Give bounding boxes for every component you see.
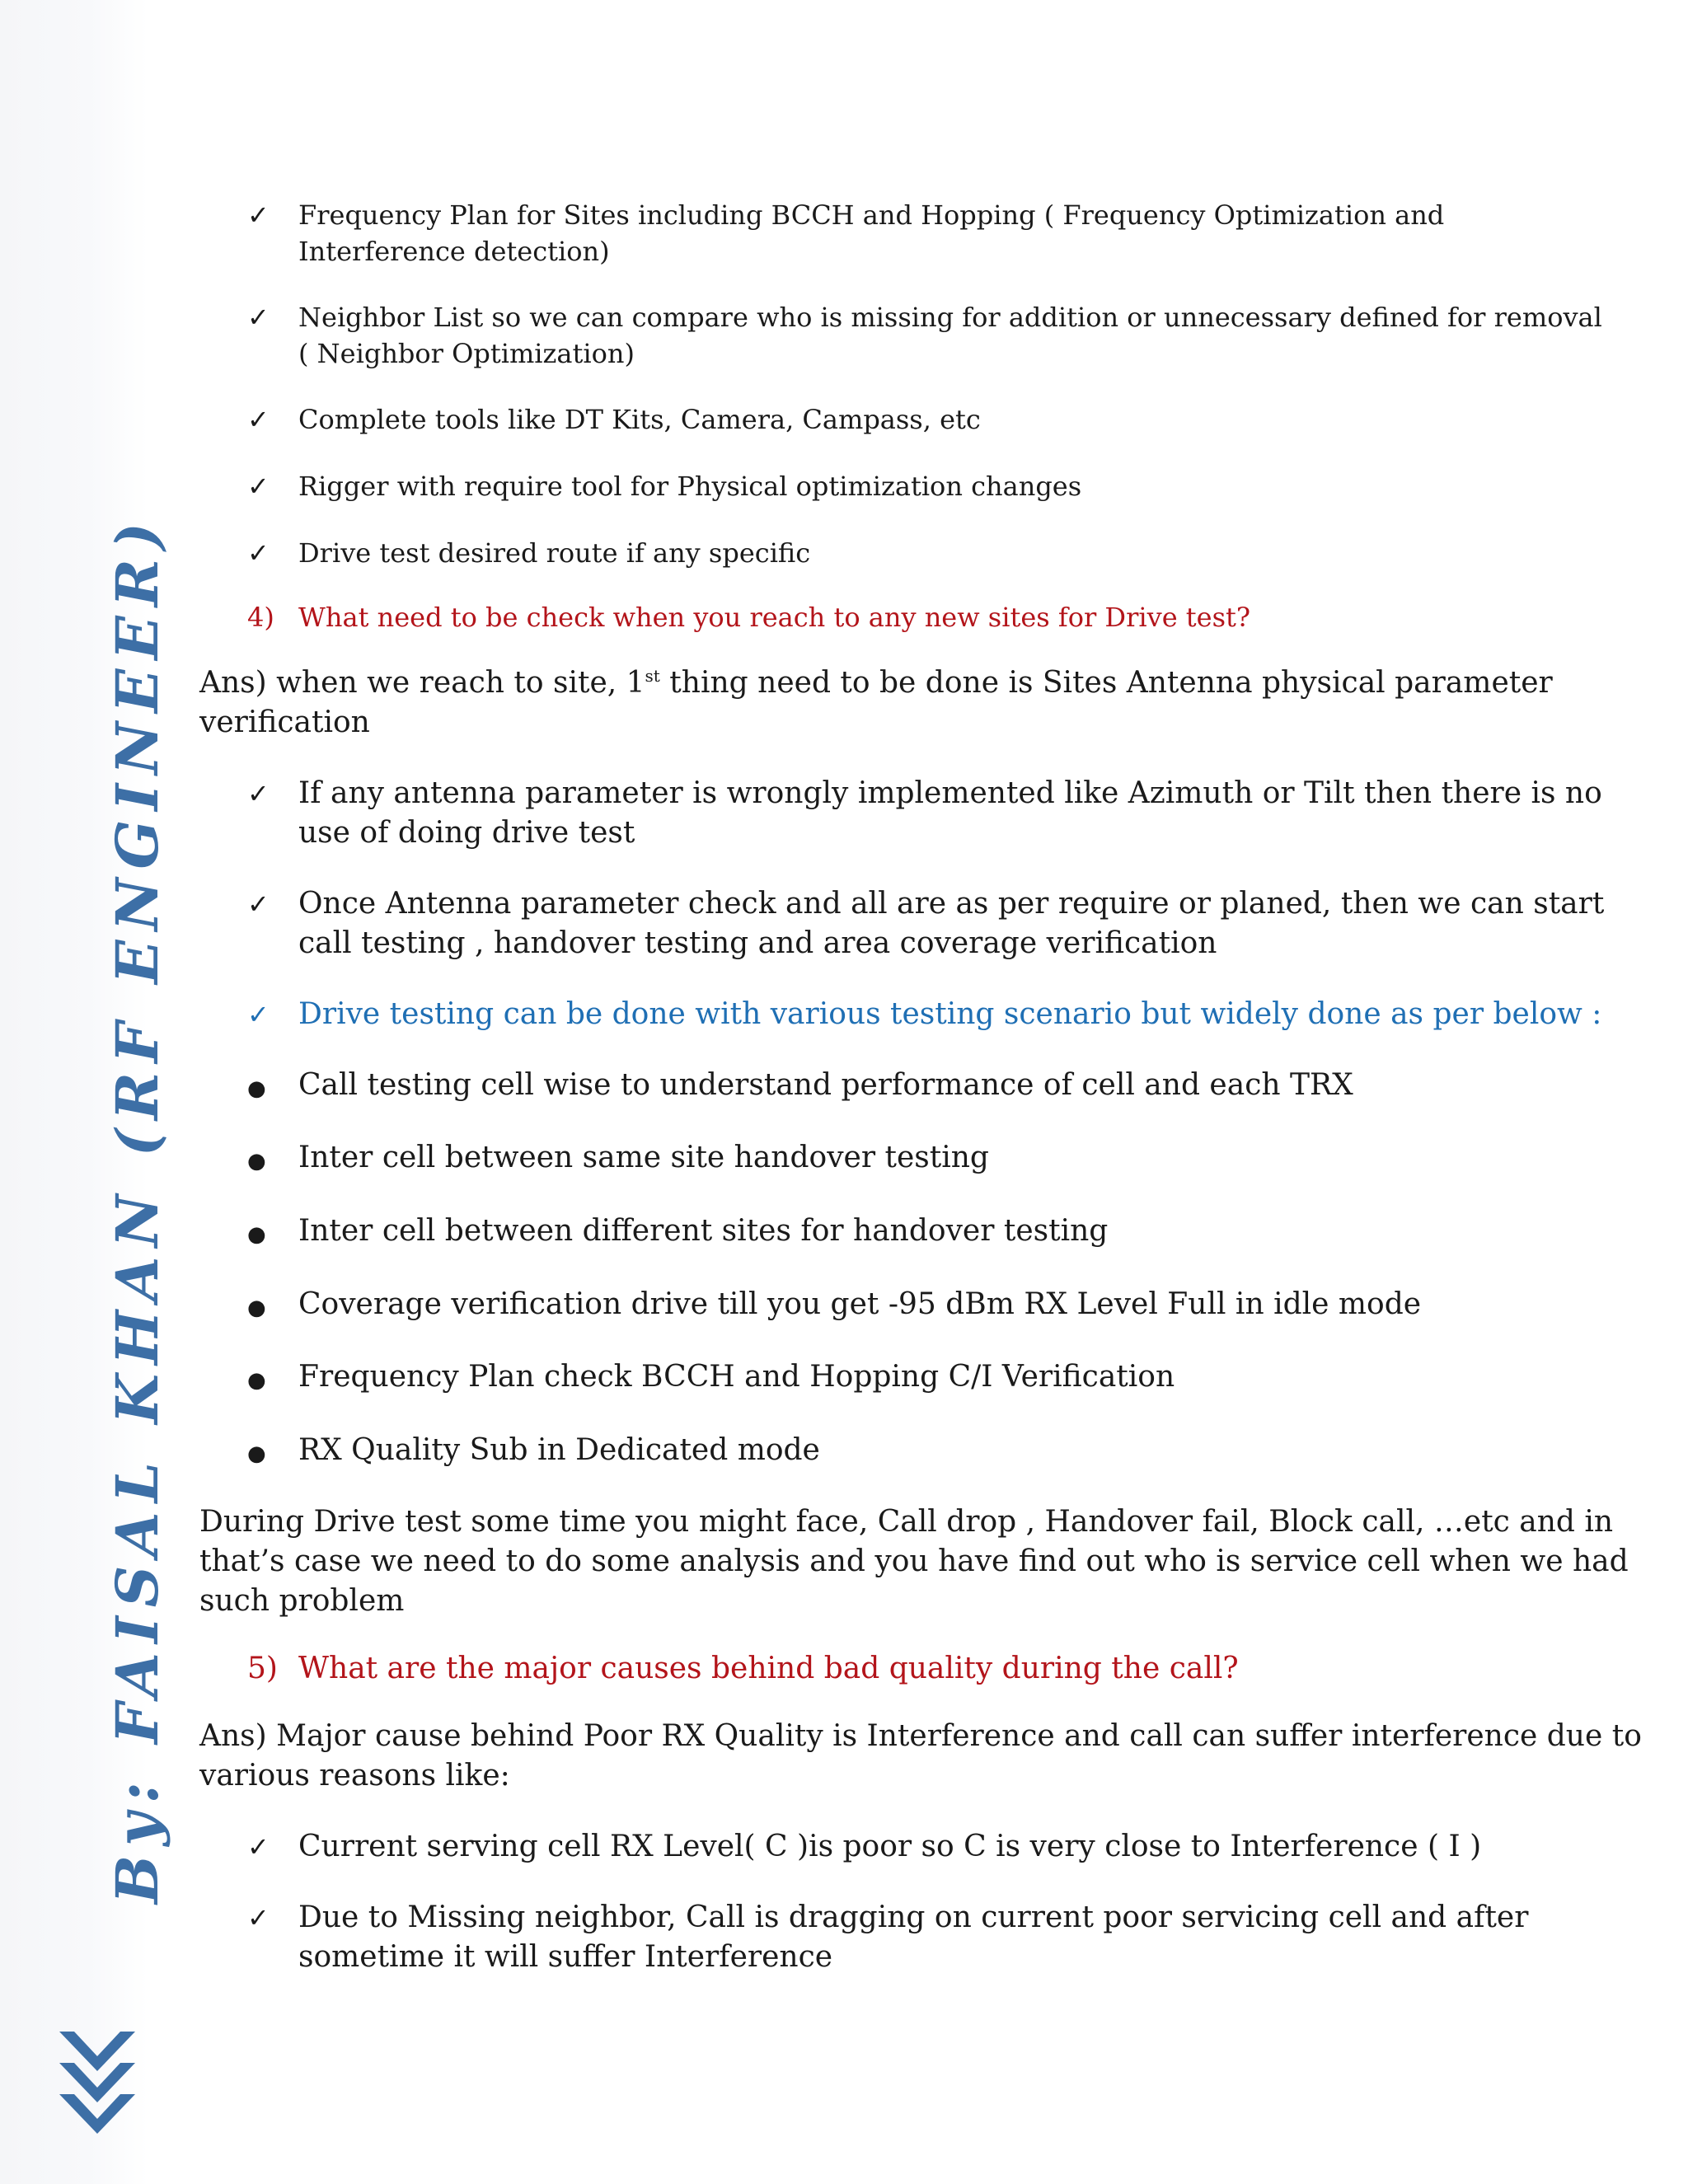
checkmark-icon: ✓ [247, 1831, 270, 1863]
bullet-icon: ● [247, 1441, 266, 1466]
answer-4: Ans) when we reach to site, 1st thing need to be done is Sites Antenna physical parameter [199, 666, 1553, 700]
bullet-icon: ● [247, 1149, 266, 1174]
checkmark-icon: ✓ [247, 999, 270, 1030]
bullet-icon: ● [247, 1222, 266, 1247]
paragraph: During Drive test some time you might face, Call drop , Handover fail, Block call, …etc and in [199, 1505, 1614, 1539]
bullet-icon: ● [247, 1368, 266, 1393]
answer-5-continued: various reasons like: [199, 1759, 510, 1793]
checkmark-icon: ✓ [247, 471, 270, 502]
checkmark-icon: ✓ [247, 199, 270, 231]
checkmark-icon: ✓ [247, 537, 270, 569]
checkmark-icon: ✓ [247, 1902, 270, 1933]
checkmark-icon: ✓ [247, 888, 270, 920]
checkmark-icon: ✓ [247, 404, 270, 435]
paragraph: such problem [199, 1584, 405, 1618]
checkmark-icon: ✓ [247, 302, 270, 333]
document-body: ✓ Frequency Plan for Sites including BCCH and Hopping ( Frequency Optimization and Interference detection) ✓ Neighbor List so we can compare who is missing for addition or unnecessary defined for removal ( Neighbor Optimization) ✓ Complete tools like DT Kits, Camera, Campass, etc ✓ Rigger with require tool for Physical optimization changes ✓ Drive test desired route if any specific 4) What need to be check when you reach to any new sites for Drive test? Ans) when we reach to site, 1st thing need to be done is Sites Antenna physical parameter verification ✓ If any antenna parameter is wrongly implemented like Azimuth or Tilt then there is no use of doing drive test ✓ Once Antenna parameter check and all are as per require or planed, then we can start call testing , handover testing and area coverage verification ✓ Drive testing can be done with various testing scenario but widely done as per below : ● Call testing cell wise to understand performance of cell and each TRX ● Inter cell between same site handover testing ● Inter cell between different sites for handover testing ● Coverage verification drive till you get -95 dBm RX Level Full in idle mode ● Frequency Plan check BCCH and Hopping C/I Verification ● RX Quality Sub in Dedicated mode During Drive test some time you might face, Call drop , Handover fail, Block call, …etc and in that’s case we need to do some analysis and you have find out who is service cell when we had such problem 5) What are the major causes behind bad quality during the call? Ans) Major cause behind Poor RX Quality is Interference and call can suffer interference due to various reasons like: ✓ Current serving cell RX Level( C )is poor so C is very close to Interference ( I ) ✓ Due to Missing neighbor, Call is dragging on current poor servicing cell and after sometime it will suffer Interference [199, 199, 1642, 1974]
checkmark-icon: ✓ [247, 778, 270, 809]
answer-4-continued: verification [199, 705, 370, 739]
paragraph: that’s case we need to do some analysis and you have find out who is service cell when we had [199, 1544, 1629, 1578]
answer-5: Ans) Major cause behind Poor RX Quality is Interference and call can suffer interference due to [199, 1719, 1642, 1753]
bullet-icon: ● [247, 1076, 266, 1101]
bullet-icon: ● [247, 1296, 266, 1320]
author-watermark: By: FAISAL KHAN (RF ENGINEER) [103, 513, 171, 1904]
